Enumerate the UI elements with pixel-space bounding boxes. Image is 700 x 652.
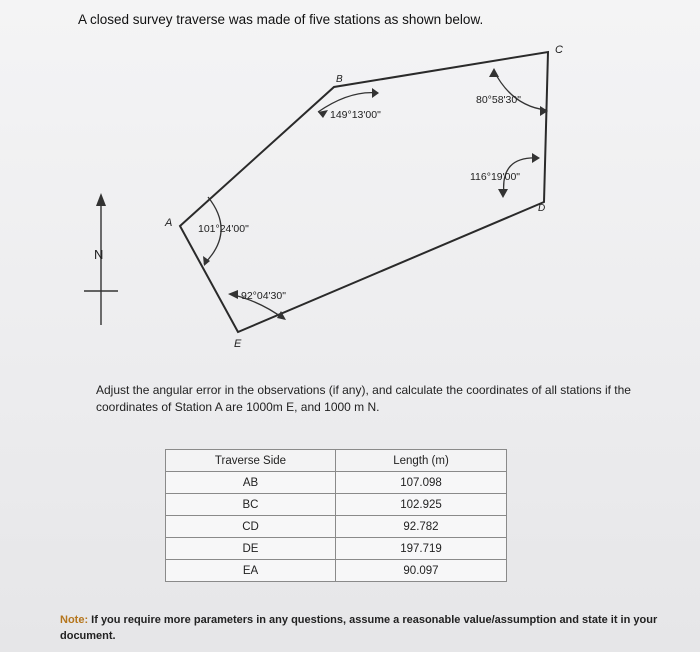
- angle-a-label: 101°24'00": [198, 223, 249, 235]
- length-cell: 107.098: [336, 472, 507, 494]
- table-row: [166, 494, 507, 516]
- angle-c-label: 80°58'30": [476, 94, 521, 106]
- station-b-label: B: [336, 74, 343, 85]
- note-text: [60, 612, 660, 644]
- note-body: If you require more parameters in any questions, assume a reasonable value/assumption and state it in your document.: [60, 614, 658, 642]
- length-cell: 92.782: [336, 516, 507, 538]
- side-cell: CD: [166, 516, 336, 538]
- length-cell: 197.719: [336, 538, 507, 560]
- station-a-label: A: [165, 217, 173, 229]
- station-c-label: C: [555, 44, 563, 56]
- station-d-label: D: [538, 203, 546, 214]
- side-cell: AB: [166, 472, 336, 494]
- angle-b-label: 149°13'00": [330, 109, 381, 121]
- table-row: [166, 472, 507, 494]
- angle-e-label: 92°04'30": [241, 290, 286, 302]
- question-title: A closed survey traverse was made of five stations as shown below.: [78, 12, 484, 27]
- side-cell: EA: [166, 560, 336, 582]
- side-cell: DE: [166, 538, 336, 560]
- traverse-table: [165, 449, 507, 582]
- table-row: [166, 516, 507, 538]
- north-label: N: [94, 247, 104, 262]
- length-cell: 102.925: [336, 494, 507, 516]
- table-row: [166, 560, 507, 582]
- station-e-label: E: [234, 338, 242, 350]
- note-label: Note:: [60, 614, 89, 626]
- instructions-text: Adjust the angular error in the observations (if any), and calculate the coordinates of all stations if the coordinates of Station A are 1000m E, and 1000 m N.: [96, 383, 631, 414]
- header-length: Length (m): [336, 450, 507, 472]
- table-header-row: [166, 450, 507, 472]
- angle-d-label: 116°19'00": [470, 171, 521, 183]
- header-traverse-side: Traverse Side: [166, 450, 336, 472]
- length-cell: 90.097: [336, 560, 507, 582]
- table-row: [166, 538, 507, 560]
- side-cell: BC: [166, 494, 336, 516]
